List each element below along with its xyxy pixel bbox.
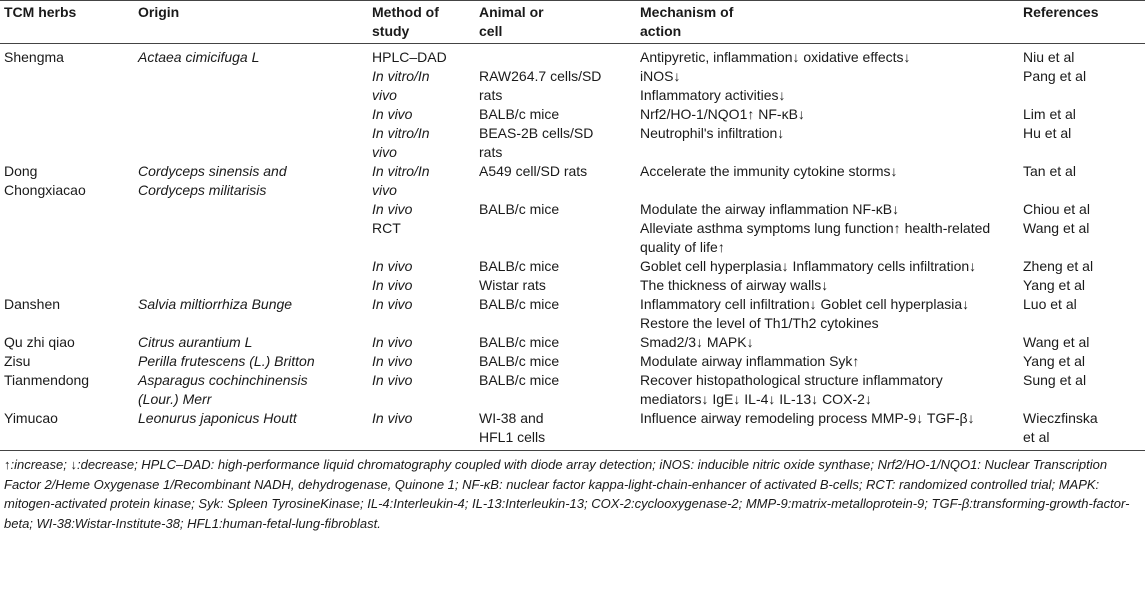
cell-reference: [1019, 409, 1145, 451]
cell-method: [368, 67, 475, 105]
cell-reference: [1019, 257, 1145, 276]
cell-herb-text: Zisu: [4, 353, 31, 369]
cell-mechanism-text: mediators↓ IgE↓ IL-4↓ IL-13↓ COX-2↓: [640, 391, 872, 407]
cell-method: [368, 409, 475, 451]
cell-animal: [475, 333, 636, 352]
cell-animal-text: BEAS-2B cells/SD: [479, 125, 594, 141]
cell-mechanism: [636, 200, 1019, 219]
cell-mechanism: [636, 162, 1019, 200]
cell-reference-text: Luo et al: [1023, 296, 1077, 312]
cell-origin: [134, 371, 368, 409]
cell-reference-text: Pang et al: [1023, 68, 1087, 84]
cell-mechanism: [636, 333, 1019, 352]
cell-reference-text: Wang et al: [1023, 220, 1090, 236]
cell-origin: [134, 352, 368, 371]
cell-reference: [1019, 105, 1145, 124]
cell-mechanism-text: Alleviate asthma symptoms lung function↑ health-related: [640, 220, 991, 236]
cell-method: [368, 162, 475, 200]
cell-origin: [134, 162, 368, 200]
cell-herb-text: Chongxiacao: [4, 182, 86, 198]
cell-reference: [1019, 295, 1145, 333]
cell-method-text: HPLC–DAD: [372, 49, 447, 65]
table-row: [0, 295, 1145, 333]
cell-mechanism: [636, 352, 1019, 371]
cell-reference: [1019, 67, 1145, 105]
cell-method: [368, 333, 475, 352]
cell-reference: [1019, 333, 1145, 352]
table-header: [0, 1, 1145, 44]
cell-reference-text: Sung et al: [1023, 372, 1087, 388]
cell-mechanism-text: Neutrophil's infiltration↓: [640, 125, 785, 141]
cell-mechanism: [636, 257, 1019, 276]
cell-origin-text: Cordyceps militarisis: [138, 182, 267, 198]
cell-herb-text: Danshen: [4, 296, 61, 312]
cell-herb: [0, 371, 134, 409]
cell-herb-text: Yimucao: [4, 410, 58, 426]
cell-method: [368, 44, 475, 68]
cell-reference: [1019, 200, 1145, 219]
cell-herb-text: Tianmendong: [4, 372, 90, 388]
cell-mechanism-text: Restore the level of Th1/Th2 cytokines: [640, 315, 879, 331]
cell-mechanism-text: Smad2/3↓ MAPK↓: [640, 334, 754, 350]
cell-animal: [475, 352, 636, 371]
cell-method: [368, 219, 475, 257]
table-row: [0, 352, 1145, 371]
cell-reference: [1019, 124, 1145, 162]
cell-method-text: In vivo: [372, 353, 413, 369]
cell-herb: [0, 44, 134, 68]
cell-mechanism: [636, 409, 1019, 451]
cell-method-text: RCT: [372, 220, 401, 236]
cell-herb-text: Shengma: [4, 49, 64, 65]
cell-mechanism-text: Modulate airway inflammation Syk↑: [640, 353, 860, 369]
table-row: [0, 124, 1145, 162]
cell-mechanism: [636, 219, 1019, 257]
cell-mechanism: [636, 371, 1019, 409]
cell-method-text: In vivo: [372, 106, 413, 122]
cell-animal-text: BALB/c mice: [479, 353, 560, 369]
cell-origin: [134, 295, 368, 333]
cell-reference-text: Yang et al: [1023, 277, 1086, 293]
cell-method-text: In vivo: [372, 201, 413, 217]
cell-origin-text: (Lour.) Merr: [138, 391, 212, 407]
cell-method: [368, 124, 475, 162]
cell-reference-text: Wieczfinska: [1023, 410, 1098, 426]
cell-mechanism: [636, 295, 1019, 333]
cell-reference-text: Tan et al: [1023, 163, 1076, 179]
cell-reference: [1019, 352, 1145, 371]
cell-origin: [134, 276, 368, 295]
cell-animal-text: BALB/c mice: [479, 372, 560, 388]
cell-herb: [0, 257, 134, 276]
cell-reference-text: Lim et al: [1023, 106, 1076, 122]
table-row: [0, 105, 1145, 124]
cell-mechanism-text: Inflammatory cell infiltration↓ Goblet cell hyperplasia↓: [640, 296, 970, 312]
cell-origin-text: Asparagus cochinchinensis: [138, 372, 308, 388]
cell-herb: [0, 352, 134, 371]
cell-origin: [134, 124, 368, 162]
cell-method: [368, 105, 475, 124]
cell-reference: [1019, 44, 1145, 68]
cell-reference-text: Yang et al: [1023, 353, 1086, 369]
table-row: [0, 333, 1145, 352]
cell-method: [368, 276, 475, 295]
cell-mechanism: [636, 124, 1019, 162]
cell-animal: [475, 409, 636, 451]
header-animal: Animal or cell: [479, 4, 544, 39]
cell-herb-text: Dong: [4, 163, 38, 179]
table-row: [0, 409, 1145, 451]
cell-mechanism-text: Antipyretic, inflammation↓ oxidative effects↓: [640, 49, 911, 65]
cell-mechanism: [636, 105, 1019, 124]
cell-animal: [475, 257, 636, 276]
cell-animal: [475, 44, 636, 68]
header-method: Method of study: [372, 4, 439, 39]
cell-method-text: In vivo: [372, 334, 413, 350]
cell-reference-text: Zheng et al: [1023, 258, 1094, 274]
cell-reference: [1019, 371, 1145, 409]
cell-reference: [1019, 162, 1145, 200]
cell-herb: [0, 409, 134, 451]
cell-origin: [134, 333, 368, 352]
cell-mechanism-text: Modulate the airway inflammation NF-κB↓: [640, 201, 900, 217]
header-references: References: [1023, 4, 1099, 20]
cell-method: [368, 352, 475, 371]
cell-animal-text: RAW264.7 cells/SD: [479, 68, 602, 84]
table-row: [0, 257, 1145, 276]
cell-animal: [475, 276, 636, 295]
cell-animal-text: A549 cell/SD rats: [479, 163, 588, 179]
cell-method: [368, 295, 475, 333]
table-row: [0, 200, 1145, 219]
header-herbs: TCM herbs: [4, 4, 77, 20]
cell-herb: [0, 105, 134, 124]
cell-reference-text: Chiou et al: [1023, 201, 1090, 217]
cell-origin: [134, 409, 368, 451]
cell-mechanism-text: The thickness of airway walls↓: [640, 277, 829, 293]
cell-animal: [475, 295, 636, 333]
table-row: [0, 67, 1145, 105]
cell-animal: [475, 219, 636, 257]
cell-origin: [134, 67, 368, 105]
cell-animal-text: BALB/c mice: [479, 296, 560, 312]
header-mechanism: Mechanism of action: [640, 4, 734, 39]
cell-animal-text: rats: [479, 144, 503, 160]
cell-method-text: In vitro/In: [372, 163, 430, 179]
cell-herb: [0, 219, 134, 257]
cell-origin-text: Perilla frutescens (L.) Britton: [138, 353, 315, 369]
table-row: [0, 276, 1145, 295]
cell-animal: [475, 162, 636, 200]
cell-origin-text: Leonurus japonicus Houtt: [138, 410, 297, 426]
table-body: [0, 44, 1145, 451]
cell-mechanism-text: Goblet cell hyperplasia↓ Inflammatory cells infiltration↓: [640, 258, 977, 274]
cell-origin: [134, 44, 368, 68]
cell-animal-text: HFL1 cells: [479, 429, 546, 445]
cell-animal: [475, 105, 636, 124]
cell-reference-text: Wang et al: [1023, 334, 1090, 350]
cell-origin: [134, 219, 368, 257]
cell-animal-text: BALB/c mice: [479, 334, 560, 350]
cell-animal-text: WI-38 and: [479, 410, 544, 426]
cell-herb: [0, 124, 134, 162]
cell-origin: [134, 257, 368, 276]
cell-method-text: vivo: [372, 87, 397, 103]
cell-animal: [475, 371, 636, 409]
table-row: [0, 162, 1145, 200]
cell-origin-text: Citrus aurantium L: [138, 334, 253, 350]
cell-mechanism-text: quality of life↑: [640, 239, 725, 255]
cell-mechanism-text: Influence airway remodeling process MMP-9↓ TGF-β↓: [640, 410, 975, 426]
cell-mechanism-text: Accelerate the immunity cytokine storms↓: [640, 163, 898, 179]
table-row: [0, 219, 1145, 257]
cell-mechanism: [636, 67, 1019, 105]
cell-method-text: vivo: [372, 144, 397, 160]
cell-method: [368, 371, 475, 409]
cell-animal: [475, 124, 636, 162]
cell-animal-text: BALB/c mice: [479, 258, 560, 274]
cell-reference-text: Hu et al: [1023, 125, 1072, 141]
cell-method-text: In vivo: [372, 296, 413, 312]
header-origin: Origin: [138, 4, 180, 20]
cell-origin: [134, 105, 368, 124]
table-footnote: ↑:increase; ↓:decrease; HPLC–DAD: high-performance liquid chromatography coupled with diode array detection; iNOS: inducible nitric oxide synthase; Nrf2/HO-1/NQO1: Nuclear Transcription Factor 2/Heme Oxygenase 1/Recombinant NADH, dehydrogenase, Quinone 1; NF-κB: nuclear factor kappa-light-chain-enhancer of activated B-cells; RCT: randomized controlled trial; MAPK: mitogen-activated protein kinase; Syk: Spleen TyrosineKinase; IL-4:Interleukin-4; IL-13:Interleukin-13; COX-2:cyclooxygenase-2; MMP-9:matrix-metalloprotein-9; TGF-β:transforming-growth-factor-beta; WI-38:Wistar-Institute-38; HFL1:human-fetal-lung-fibroblast.: [4, 457, 1130, 531]
cell-herb: [0, 67, 134, 105]
cell-herb: [0, 295, 134, 333]
table-row: [0, 44, 1145, 68]
cell-reference: [1019, 276, 1145, 295]
cell-origin-text: Cordyceps sinensis and: [138, 163, 287, 179]
cell-reference-text: Niu et al: [1023, 49, 1075, 65]
cell-reference-text: et al: [1023, 429, 1050, 445]
cell-herb: [0, 200, 134, 219]
cell-animal-text: BALB/c mice: [479, 106, 560, 122]
cell-animal: [475, 67, 636, 105]
cell-mechanism: [636, 44, 1019, 68]
cell-origin: [134, 200, 368, 219]
cell-method: [368, 257, 475, 276]
cell-animal-text: Wistar rats: [479, 277, 546, 293]
cell-method-text: In vitro/In: [372, 125, 430, 141]
cell-mechanism-text: Inflammatory activities↓: [640, 87, 786, 103]
cell-origin-text: Actaea cimicifuga L: [138, 49, 260, 65]
cell-method-text: In vivo: [372, 410, 413, 426]
cell-method-text: In vivo: [372, 372, 413, 388]
cell-method-text: In vivo: [372, 277, 413, 293]
cell-origin-text: Salvia miltiorrhiza Bunge: [138, 296, 293, 312]
cell-herb: [0, 276, 134, 295]
cell-reference: [1019, 219, 1145, 257]
cell-animal: [475, 200, 636, 219]
cell-mechanism-text: iNOS↓: [640, 68, 681, 84]
cell-mechanism-text: Recover histopathological structure inflammatory: [640, 372, 943, 388]
cell-herb: [0, 162, 134, 200]
cell-method-text: In vivo: [372, 258, 413, 274]
cell-method: [368, 200, 475, 219]
cell-mechanism: [636, 276, 1019, 295]
cell-method-text: vivo: [372, 182, 397, 198]
cell-animal-text: BALB/c mice: [479, 201, 560, 217]
cell-herb: [0, 333, 134, 352]
cell-animal-text: rats: [479, 87, 503, 103]
cell-mechanism-text: Nrf2/HO-1/NQO1↑ NF-κB↓: [640, 106, 805, 122]
cell-method-text: In vitro/In: [372, 68, 430, 84]
table-row: [0, 371, 1145, 409]
cell-herb-text: Qu zhi qiao: [4, 334, 75, 350]
